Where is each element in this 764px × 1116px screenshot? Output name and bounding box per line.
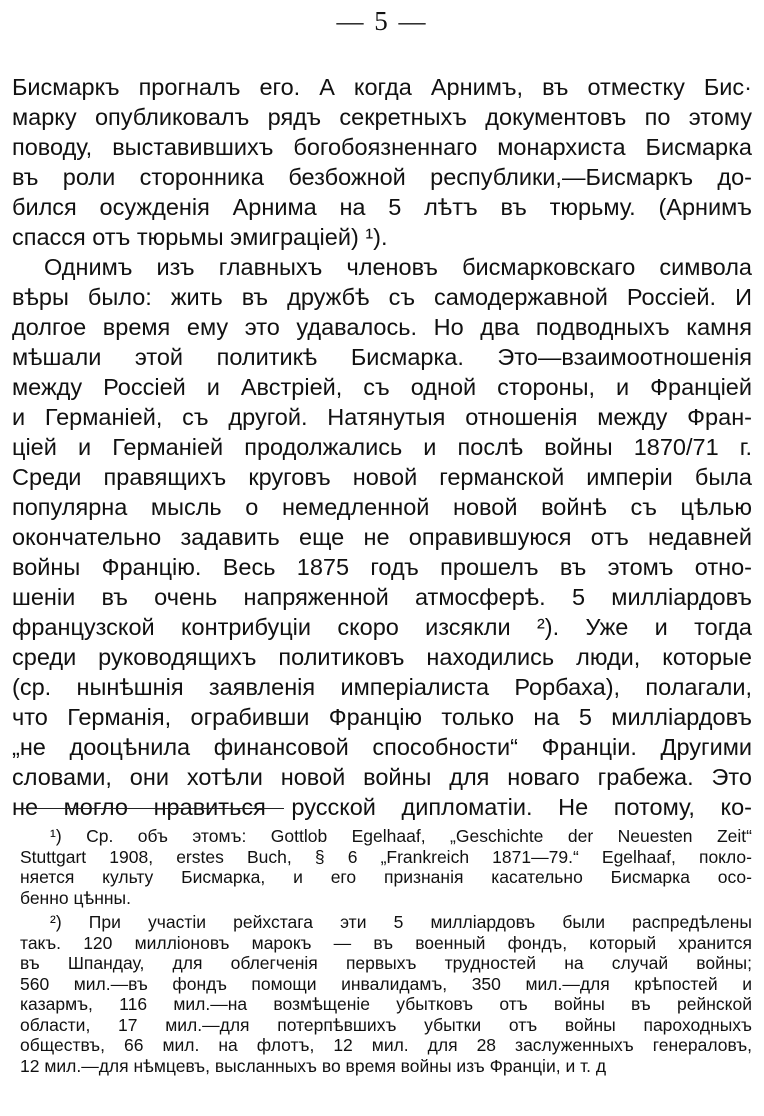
footnote-line: области, 17 мил.—для потерпѣвшихъ убытки отъ войны пароходныхъ <box>20 1014 752 1035</box>
text-line: что Германія, ограбивши Францію только на 5 милліардовъ <box>12 704 752 730</box>
footnote-line: 560 мил.—въ фондъ помощи инвалидамъ, 350 мил.—для крѣпостей и <box>20 973 752 994</box>
text-line: французской контрибуціи скоро изсякли ²). Уже и тогда <box>12 614 752 640</box>
text-line: войны Францію. Весь 1875 годъ прошелъ въ этомъ отно- <box>12 554 752 580</box>
text-line: среди руководящихъ политиковъ находились люди, которые <box>12 644 752 670</box>
main-text <box>12 72 752 822</box>
text-line: популярна мысль о немедленной новой войнѣ съ цѣлью <box>12 494 752 520</box>
footnote-line: казармъ, 116 мил.—на возмѣщеніе убытковъ отъ войны въ рейнской <box>20 994 752 1014</box>
footnote-line: такъ. 120 милліоновъ марокъ — въ военный фондъ, который хранится <box>20 932 752 953</box>
footnote-1 <box>20 826 752 908</box>
footnote-line: ¹) Ср. объ этомъ: Gottlob Egelhaaf, „Geschichte der Neuesten Zeit“ <box>50 826 752 846</box>
footnote-line: въ Шпандау, для облегченія первыхъ трудностей на случай войны; <box>20 953 752 973</box>
footnote-line: обществъ, 66 мил. на флотъ, 12 мил. для 28 заслуженныхъ генераловъ, <box>20 1035 752 1055</box>
footnotes <box>20 826 752 1076</box>
text-line: Бисмаркъ прогналъ его. А когда Арнимъ, въ отместку Бис· <box>12 74 752 100</box>
text-line: Среди правящихъ круговъ новой германской имперіи была <box>12 464 752 490</box>
footnote-line: 12 мил.—для нѣмцевъ, высланныхъ во время войны изъ Франціи, и т. д <box>20 1055 607 1076</box>
text-line: шеніи въ очень напряженной атмосферѣ. 5 милліардовъ <box>12 584 752 610</box>
footnote-line: ²) При участіи рейхстага эти 5 милліардовъ были распредѣлены <box>50 912 752 932</box>
text-line: бился осужденія Арнима на 5 лѣтъ въ тюрьму. (Арнимъ <box>12 194 752 220</box>
text-line: (ср. нынѣшнія заявленія имперіалиста Рорбаха), полагали, <box>12 674 752 700</box>
text-line: не могло нравиться русской дипломатіи. Не потому, ко- <box>12 794 752 820</box>
footnote-line: бенно цѣнны. <box>20 887 131 908</box>
text-line: ціей и Германіей продолжались и послѣ войны 1870/71 г. <box>12 434 752 460</box>
text-line: вѣры было: жить въ дружбѣ съ самодержавной Россіей. И <box>12 284 752 310</box>
text-line: поводу, выставившихъ богобоязненнаго монархиста Бисмарка <box>12 134 752 160</box>
text-line: „не дооцѣнила финансовой способности“ Франціи. Другими <box>12 734 752 760</box>
text-line: въ роли сторонника безбожной республики,—Бисмаркъ до- <box>12 164 752 190</box>
text-line: спасся отъ тюрьмы эмиграціей) ¹). <box>12 224 388 250</box>
footnote-2 <box>20 912 752 1076</box>
text-line: мѣшали этой политикѣ Бисмарка. Это—взаимоотношенія <box>12 344 752 370</box>
text-line: словами, они хотѣли новой войны для новаго грабежа. Это <box>12 764 752 790</box>
paragraph-start-line: Однимъ изъ главныхъ членовъ бисмарковскаго символа <box>44 254 752 280</box>
text-line: окончательно задавить еще не оправившуюся отъ недавней <box>12 524 752 550</box>
footnote-divider <box>20 808 284 809</box>
text-line: марку опубликовалъ рядъ секретныхъ документовъ по этому <box>12 104 752 130</box>
text-line: и Германіей, съ другой. Натянутыя отношенія между Фран- <box>12 404 752 430</box>
text-line: долгое время ему это удавалось. Но два подводныхъ камня <box>12 314 752 340</box>
footnote-line: няется культу Бисмарка, и его признанія касательно Бисмарка осо- <box>20 867 752 887</box>
page-number: — 5 — <box>336 6 428 36</box>
footnote-line: Stuttgart 1908, erstes Buch, § 6 „Frankreich 1871—79.“ Egelhaaf, покло- <box>20 846 752 867</box>
text-line: между Россіей и Австріей, съ одной стороны, и Франціей <box>12 374 752 400</box>
